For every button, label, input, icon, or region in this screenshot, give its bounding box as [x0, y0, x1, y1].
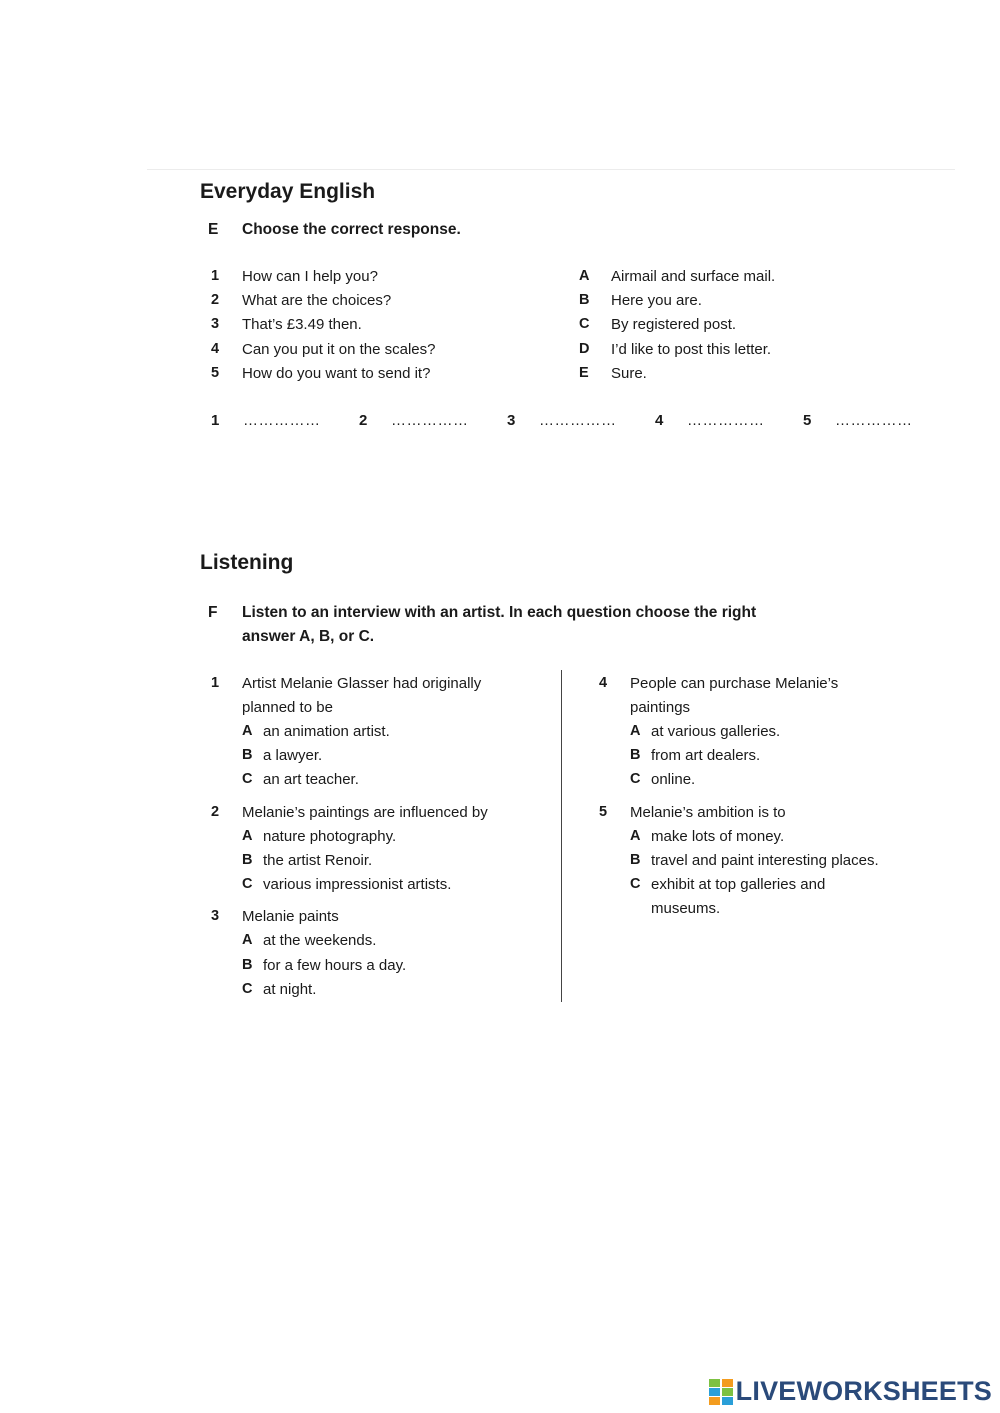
option-letter[interactable]: C [242, 876, 253, 892]
option-text[interactable]: at night. [263, 981, 317, 998]
instruction-text: Choose the correct response. [242, 221, 461, 238]
option-letter[interactable]: C [242, 981, 253, 997]
question-number: 4 [211, 341, 220, 357]
option-text[interactable]: for a few hours a day. [263, 957, 407, 974]
answer-blank[interactable]: …………… [687, 412, 765, 429]
answer-blank[interactable]: …………… [835, 412, 913, 429]
option-letter[interactable]: C [242, 771, 253, 787]
option-letter[interactable]: C [630, 771, 641, 787]
answer-number: 1 [211, 412, 220, 429]
question-stem: paintings [630, 699, 691, 716]
response-text: Airmail and surface mail. [611, 268, 776, 285]
response-letter: E [579, 365, 589, 381]
question-stem: Melanie’s ambition is to [630, 804, 786, 821]
option-text[interactable]: at various galleries. [651, 723, 781, 740]
question-text: How can I help you? [242, 268, 378, 285]
response-letter: D [579, 341, 590, 357]
question-number: 5 [599, 804, 608, 820]
option-text[interactable]: the artist Renoir. [263, 852, 373, 869]
brand-name: LIVEWORKSHEETS [735, 1376, 992, 1406]
option-letter[interactable]: A [242, 932, 253, 948]
option-letter[interactable]: A [630, 723, 641, 739]
question-stem: planned to be [242, 699, 333, 716]
question-text: That’s £3.49 then. [242, 316, 362, 333]
option-letter[interactable]: B [242, 957, 253, 973]
option-letter[interactable]: A [630, 828, 641, 844]
question-text: Can you put it on the scales? [242, 341, 436, 358]
question-stem: Artist Melanie Glasser had originally [242, 675, 482, 692]
option-text[interactable]: an art teacher. [263, 771, 359, 788]
response-text: Here you are. [611, 292, 702, 309]
section-title-everyday-english: Everyday English [200, 180, 376, 203]
response-text: Sure. [611, 365, 647, 382]
response-letter: C [579, 316, 590, 332]
option-text[interactable]: an animation artist. [263, 723, 390, 740]
response-letter: B [579, 292, 590, 308]
question-stem: Melanie’s paintings are influenced by [242, 804, 488, 821]
option-letter[interactable]: B [242, 852, 253, 868]
instruction-letter: F [208, 604, 218, 621]
answer-blank[interactable]: …………… [243, 412, 321, 429]
question-number: 1 [211, 268, 220, 284]
liveworksheets-brand [709, 1376, 992, 1407]
option-text[interactable]: a lawyer. [263, 747, 323, 764]
answer-blank[interactable]: …………… [539, 412, 617, 429]
option-text[interactable]: nature photography. [263, 828, 397, 845]
instruction-letter: E [208, 221, 219, 238]
question-number: 3 [211, 316, 220, 332]
instruction-text-line1: Listen to an interview with an artist. In each question choose the right [242, 604, 757, 621]
option-text[interactable]: from art dealers. [651, 747, 761, 764]
response-text: I’d like to post this letter. [611, 341, 772, 358]
answer-number: 3 [507, 412, 516, 429]
answer-blank[interactable]: …………… [391, 412, 469, 429]
question-number: 3 [211, 908, 220, 924]
response-text: By registered post. [611, 316, 737, 333]
top-rule [147, 169, 955, 170]
question-number: 2 [211, 804, 220, 820]
question-text: How do you want to send it? [242, 365, 431, 382]
option-text[interactable]: online. [651, 771, 696, 788]
option-letter[interactable]: C [630, 876, 641, 892]
option-text[interactable]: at the weekends. [263, 932, 377, 949]
question-number: 1 [211, 675, 220, 691]
answer-number: 5 [803, 412, 812, 429]
instruction-text-line2: answer A, B, or C. [242, 628, 375, 645]
section-title-listening: Listening [200, 551, 294, 574]
response-letter: A [579, 268, 590, 284]
column-divider [561, 670, 562, 1002]
question-number: 2 [211, 292, 220, 308]
option-text[interactable]: various impressionist artists. [263, 876, 452, 893]
option-text[interactable]: travel and paint interesting places. [651, 852, 879, 869]
option-text[interactable]: make lots of money. [651, 828, 785, 845]
answer-number: 2 [359, 412, 368, 429]
option-letter[interactable]: A [242, 723, 253, 739]
option-letter[interactable]: A [242, 828, 253, 844]
question-stem: People can purchase Melanie’s [630, 675, 839, 692]
question-number: 4 [599, 675, 608, 691]
question-text: What are the choices? [242, 292, 392, 309]
option-letter[interactable]: B [630, 852, 641, 868]
liveworksheets-logo-icon [709, 1379, 733, 1405]
option-text-continued[interactable]: museums. [651, 900, 721, 917]
option-letter[interactable]: B [630, 747, 641, 763]
answer-number: 4 [655, 412, 664, 429]
question-number: 5 [211, 365, 220, 381]
option-text[interactable]: exhibit at top galleries and [651, 876, 826, 893]
question-stem: Melanie paints [242, 908, 339, 925]
option-letter[interactable]: B [242, 747, 253, 763]
